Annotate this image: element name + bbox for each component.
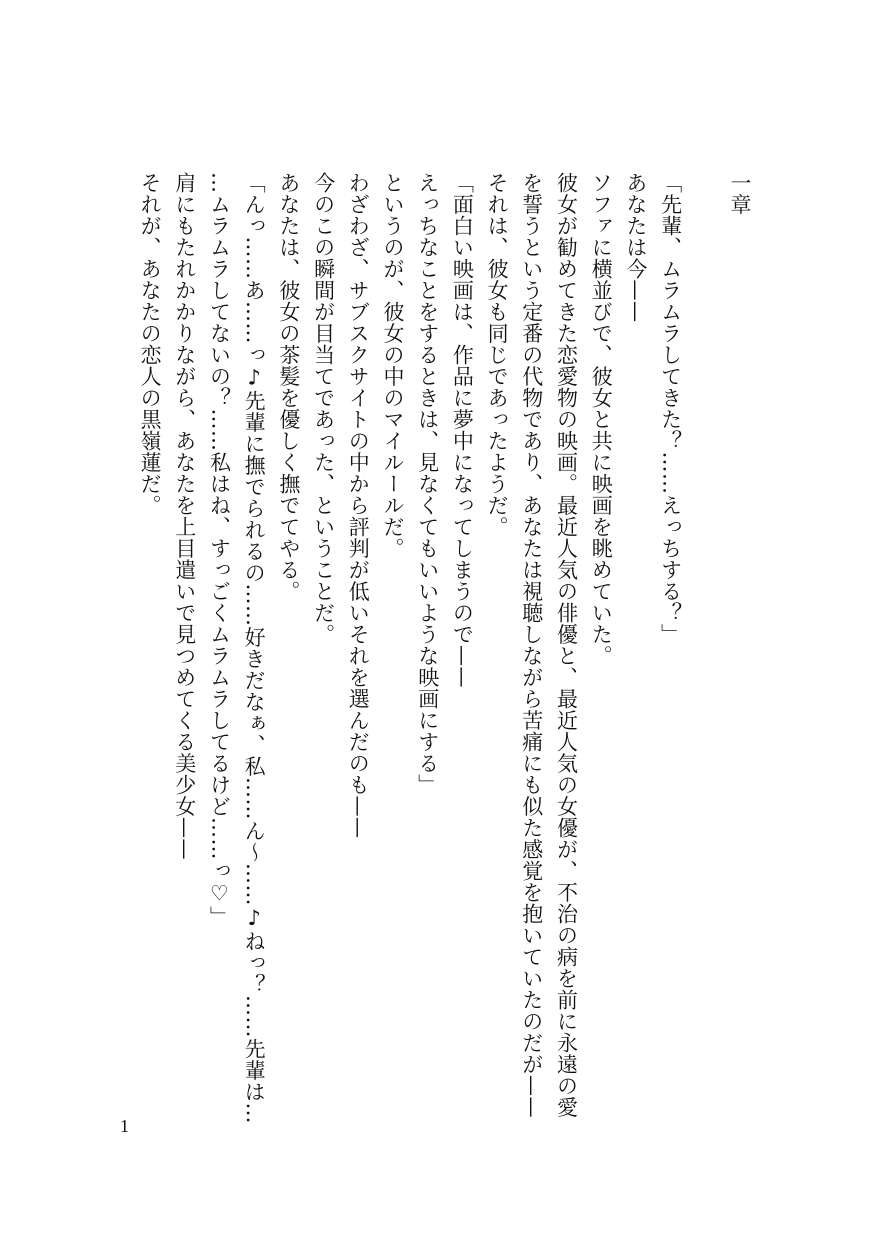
paragraph-line: 「先輩、ムラムラしてきた？……えっちする？」	[658, 172, 683, 645]
paragraph-line: 彼女が勧めてきた恋愛物の映画。最近人気の俳優と、最近人気の女優が、不治の病を前に永遠の愛	[554, 172, 579, 1118]
paragraph-line: 「面白い映画は、作品に夢中になってしまうので——	[450, 172, 475, 688]
paragraph-line: 今のこの瞬間が目当てであった、ということだ。	[311, 172, 336, 645]
paragraph-line: あなたは今——	[623, 172, 648, 323]
paragraph-line: あなたは、彼女の茶髪を優しく撫でてやる。	[276, 172, 301, 602]
vertical-text-body	[132, 172, 757, 1132]
paragraph-line: ソファに横並びで、彼女と共に映画を眺めていた。	[589, 172, 614, 667]
paragraph-line: それは、彼女も同じであったようだ。	[485, 172, 510, 538]
chapter-title: 一章	[728, 172, 752, 215]
paragraph-line: というのが、彼女の中のマイルールだ。	[380, 172, 405, 559]
page-number: 1	[120, 1116, 129, 1136]
paragraph-line: わざわざ、サブスクサイトの中から評判が低いそれを選んだのも——	[346, 172, 371, 839]
paragraph-line: 「んっ……あ……っ♪先輩に撫でられるの……好きだなぁ、私……ん～……♪ねっ？……先輩は…	[242, 172, 267, 1124]
paragraph-line: えっちなことをするときは、見なくてもいいような映画にする」	[415, 172, 440, 796]
paragraph-line: 肩にもたれかかりながら、あなたを上目遣いで見つめてくる美少女——	[172, 172, 197, 860]
paragraph-line: …ムラムラしてないの？……私はね、すっごくムラムラしてるけど……っ♡」	[207, 172, 232, 928]
paragraph-line: それが、あなたの恋人の黒嶺蓮だ。	[138, 172, 163, 516]
paragraph-line: を誓うという定番の代物であり、あなたは視聴しながら苦痛にも似た感覚を抱いていたのだが——	[519, 172, 544, 1118]
